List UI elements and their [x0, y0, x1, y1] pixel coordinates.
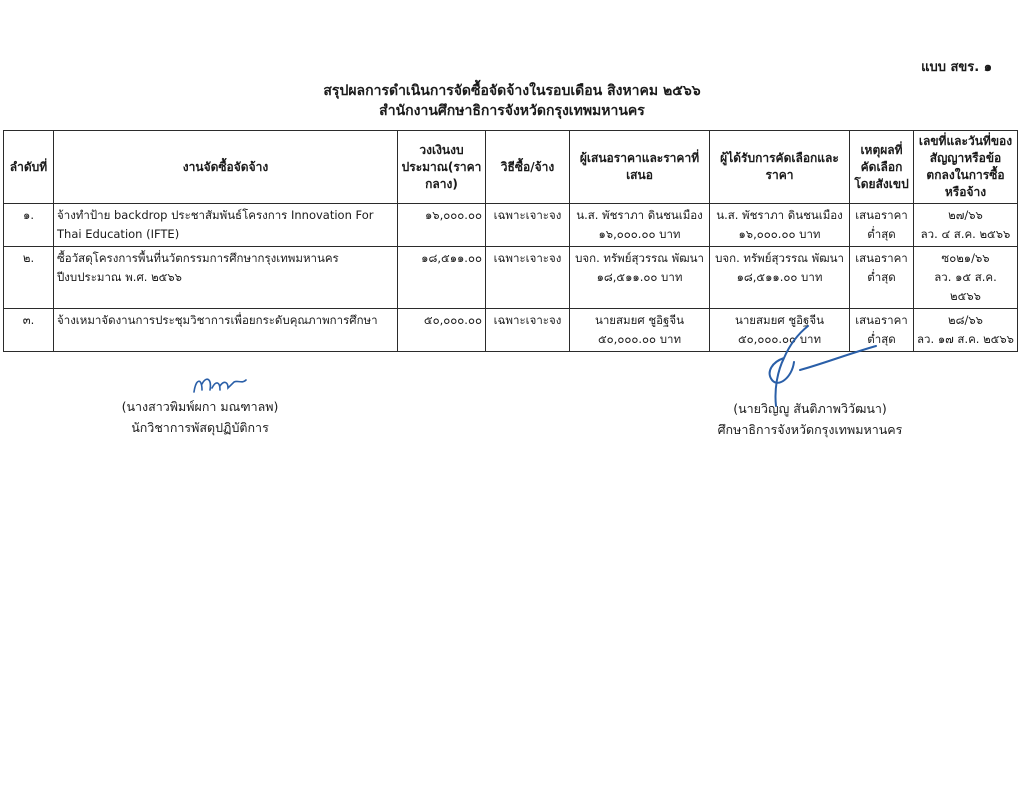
row-method: เฉพาะเจาะจง: [486, 247, 570, 309]
bidder-price: ๕๐,๐๐๐.๐๐ บาท: [597, 332, 682, 346]
row-reason: [850, 204, 914, 247]
reason-line-2: ต่ำสุด: [867, 227, 896, 241]
row-bidder: [570, 247, 710, 309]
contract-number: ซ๐๒๑/๖๖: [941, 251, 990, 265]
document-subtitle: สำนักงานศึกษาธิการจังหวัดกรุงเทพมหานคร: [379, 103, 645, 119]
selected-price: ๕๐,๐๐๐.๐๐ บาท: [737, 332, 822, 346]
table-header-row: [4, 131, 1018, 204]
table-row: [4, 204, 1018, 247]
header-no: ลำดับที่: [4, 131, 54, 204]
row-no: ๑.: [4, 204, 54, 247]
row-budget: ๑๖,๐๐๐.๐๐: [398, 204, 486, 247]
selected-name: บจก. ทรัพย์สุวรรณ พัฒนา: [715, 251, 844, 265]
row-bidder: [570, 309, 710, 352]
contract-date: ลว. ๔ ส.ค. ๒๕๖๖: [920, 227, 1011, 241]
reason-line-2: ต่ำสุด: [867, 332, 896, 346]
table-row: [4, 247, 1018, 309]
row-contract: [914, 247, 1018, 309]
header-budget: วงเงินงบประมาณ(ราคากลาง): [398, 131, 486, 204]
header-selected: ผู้ได้รับการคัดเลือกและราคา: [710, 131, 850, 204]
bidder-name: น.ส. พัชราภา ดินชนเมือง: [576, 208, 703, 222]
document-title: สรุปผลการดำเนินการจัดซื้อจัดจ้างในรอบเดือน สิงหาคม ๒๕๖๖: [323, 83, 701, 99]
bidder-price: ๑๖,๐๐๐.๐๐ บาท: [598, 227, 681, 241]
right-signer-name: (นายวิญญู สันติภาพวิวัฒนา): [733, 401, 887, 416]
reason-line-1: เสนอราคา: [855, 251, 908, 265]
header-reason: เหตุผลที่คัดเลือกโดยสังเขป: [850, 131, 914, 204]
row-no: ๒.: [4, 247, 54, 309]
row-method: เฉพาะเจาะจง: [486, 309, 570, 352]
left-signer-position: นักวิชาการพัสดุปฏิบัติการ: [131, 420, 269, 435]
row-budget: ๑๘,๕๑๑.๐๐: [398, 247, 486, 309]
form-code: แบบ สขร. ๑: [921, 60, 992, 75]
contract-number: ๒๗/๖๖: [948, 208, 983, 222]
selected-price: ๑๘,๕๑๑.๐๐ บาท: [736, 270, 823, 284]
row-method: เฉพาะเจาะจง: [486, 204, 570, 247]
row-reason: [850, 247, 914, 309]
header-item: งานจัดซื้อจัดจ้าง: [54, 131, 398, 204]
reason-line-1: เสนอราคา: [855, 313, 908, 327]
bidder-name: บจก. ทรัพย์สุวรรณ พัฒนา: [575, 251, 704, 265]
row-bidder: [570, 204, 710, 247]
row-selected: [710, 247, 850, 309]
right-signature-block: [690, 398, 930, 440]
bidder-name: นายสมยศ ชูอิฐจีน: [594, 313, 684, 327]
selected-name: น.ส. พัชราภา ดินชนเมือง: [716, 208, 843, 222]
contract-date: ลว. ๑๗ ส.ค. ๒๕๖๖: [917, 332, 1014, 346]
left-signature-block: [100, 396, 300, 438]
row-budget: ๕๐,๐๐๐.๐๐: [398, 309, 486, 352]
selected-price: ๑๖,๐๐๐.๐๐ บาท: [738, 227, 821, 241]
selected-name: นายสมยศ ชูอิฐจีน: [734, 313, 824, 327]
row-item: จ้างทำป้าย backdrop ประชาสัมพันธ์โครงการ Innovation For Thai Education (IFTE): [54, 204, 398, 247]
left-signer-name: (นางสาวพิมพ์ผกา มณฑาลพ): [121, 399, 279, 414]
right-signer-position: ศึกษาธิการจังหวัดกรุงเทพมหานคร: [717, 422, 903, 437]
reason-line-2: ต่ำสุด: [867, 270, 896, 284]
row-item: ซื้อวัสดุโครงการพื้นที่นวัตกรรมการศึกษากรุงเทพมหานคร ปีงบประมาณ พ.ศ. ๒๕๖๖: [54, 247, 398, 309]
row-contract: [914, 204, 1018, 247]
row-selected: [710, 204, 850, 247]
contract-date: ลว. ๑๕ ส.ค. ๒๕๖๖: [934, 270, 997, 303]
row-no: ๓.: [4, 309, 54, 352]
right-signature-mark: [752, 318, 882, 408]
left-signature-mark: [190, 372, 250, 398]
row-item: จ้างเหมาจัดงานการประชุมวิชาการเพื่อยกระดับคุณภาพการศึกษา: [54, 309, 398, 352]
bidder-price: ๑๘,๕๑๑.๐๐ บาท: [596, 270, 683, 284]
header-bidder: ผู้เสนอราคาและราคาที่เสนอ: [570, 131, 710, 204]
header-method: วิธีซื้อ/จ้าง: [486, 131, 570, 204]
contract-number: ๒๘/๖๖: [948, 313, 983, 327]
reason-line-1: เสนอราคา: [855, 208, 908, 222]
header-contract: เลขที่และวันที่ของสัญญาหรือข้อตกลงในการซื้อหรือจ้าง: [914, 131, 1018, 204]
row-contract: [914, 309, 1018, 352]
